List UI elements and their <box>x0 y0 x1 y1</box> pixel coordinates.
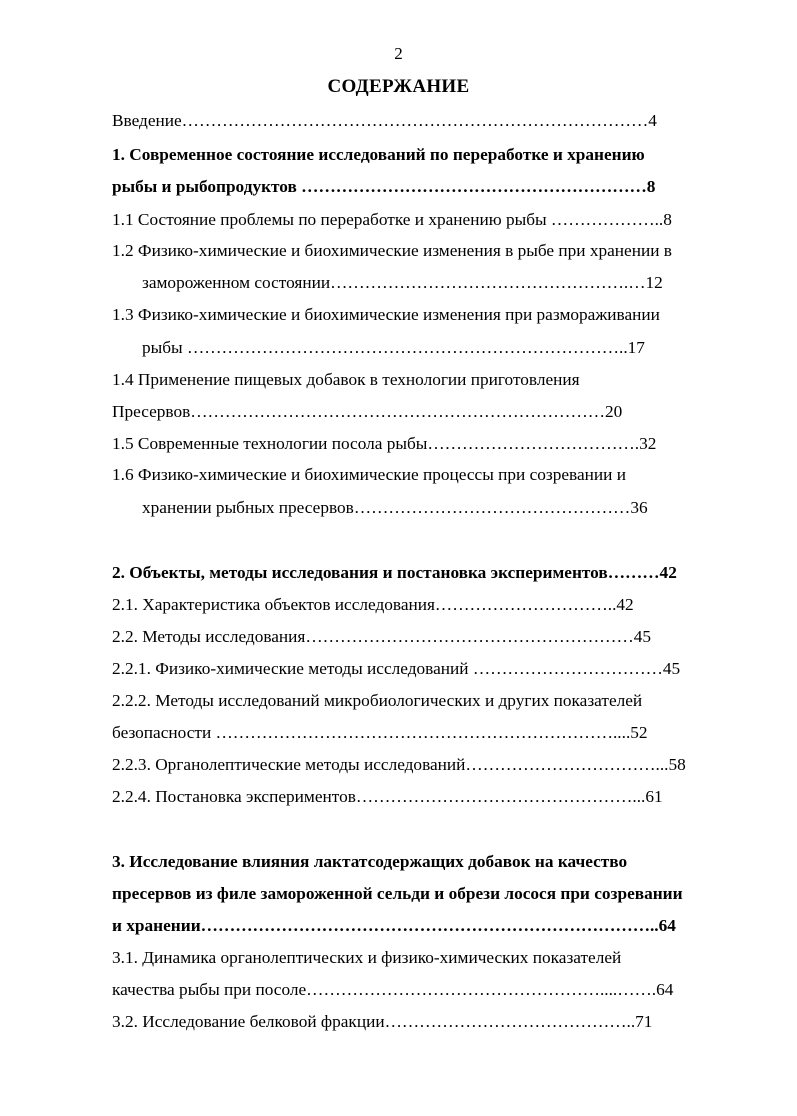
page-number: 2 <box>394 44 403 63</box>
toc-chapter-heading: и хранении……………………………………………………………………..64 <box>112 916 676 935</box>
toc-entry: 3.1. Динамика органолептических и физико-химических показателей <box>112 948 622 967</box>
toc-chapter-heading: рыбы и рыбопродуктов ……………………………………………………8 <box>112 177 656 196</box>
toc-entry: 3.2. Исследование белковой фракции……………………………………..71 <box>112 1012 653 1031</box>
toc-chapter-heading: 3. Исследование влияния лактатсодержащих добавок на качество <box>112 852 628 871</box>
toc-entry: 2.2.1. Физико-химические методы исследований ……………………………45 <box>112 659 681 678</box>
toc-entry: 1.6 Физико-химические и биохимические процессы при созревании и <box>112 465 626 484</box>
toc-entry-continuation: качества рыбы при посоле……………………………………………....…….64 <box>112 980 674 999</box>
toc-entry: 2.2.2. Методы исследований микробиологических и других показателей <box>112 691 643 710</box>
toc-entry: Введение………………………………………………………………………4 <box>112 111 657 130</box>
toc-entry: 1.1 Состояние проблемы по переработке и хранению рыбы ………………..8 <box>112 210 672 229</box>
toc-chapter-heading: 2. Объекты, методы исследования и постановка экспериментов………42 <box>112 563 677 582</box>
toc-entry: 2.2.3. Органолептические методы исследований……………………………...58 <box>112 755 686 774</box>
page-title: СОДЕРЖАНИЕ <box>327 76 470 97</box>
toc-chapter-heading: 1. Современное состояние исследований по переработке и хранению <box>112 145 645 164</box>
toc-entry: 1.2 Физико-химические и биохимические изменения в рыбе при хранении в <box>112 241 672 260</box>
toc-entry: 1.3 Физико-химические и биохимические изменения при размораживании <box>112 305 660 324</box>
toc-entry-continuation: безопасности ……………………………………………………………....52 <box>112 723 648 742</box>
toc-entry-continuation: рыбы …………………………………………………………………..17 <box>142 338 645 357</box>
toc-entry: 1.4 Применение пищевых добавок в технологии приготовления <box>112 370 580 389</box>
toc-entry: 2.2.4. Постановка экспериментов…………………………………………...61 <box>112 787 663 806</box>
toc-entry: 2.1. Характеристика объектов исследования…………………………..42 <box>112 595 634 614</box>
toc-entry-continuation: замороженном состоянии…………………………………………….…12 <box>142 273 663 292</box>
toc-entry: 1.5 Современные технологии посола рыбы……………………………….32 <box>112 434 657 453</box>
toc-entry-continuation: хранении рыбных пресервов…………………………………………36 <box>142 498 648 517</box>
toc-entry-continuation: Пресервов………………………………………………………………20 <box>112 402 623 421</box>
toc-entry: 2.2. Методы исследования…………………………………………………45 <box>112 627 652 646</box>
toc-chapter-heading: пресервов из филе замороженной сельди и обрези лосося при созревании <box>112 884 683 903</box>
